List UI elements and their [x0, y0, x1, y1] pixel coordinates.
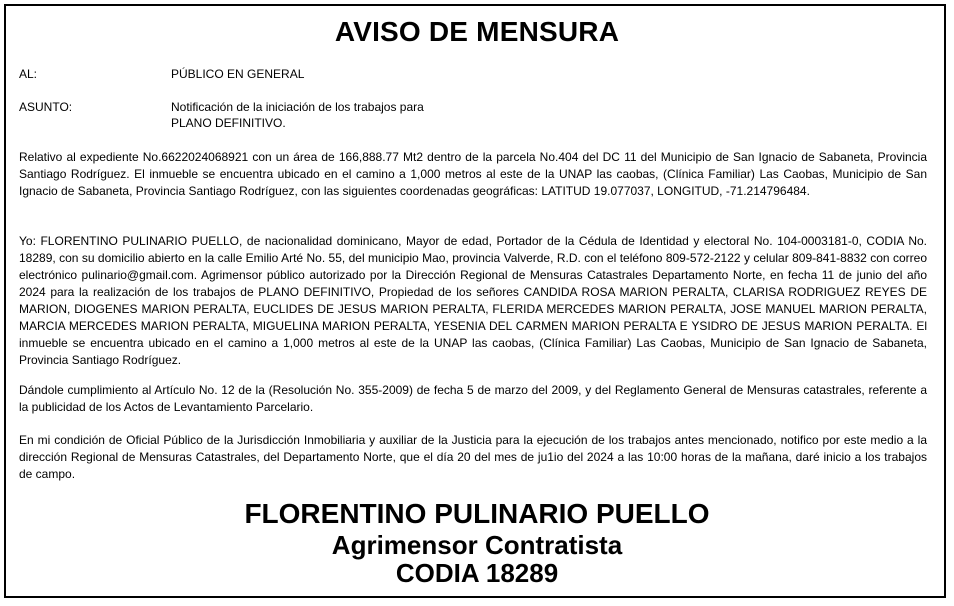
subject-label: ASUNTO:	[19, 100, 73, 114]
paragraph-property-details: Relativo al expediente No.6622024068921 con un área de 166,888.77 Mt2 dentro de la parcela No.404 del DC 11 del Municipio de San Ignacio de Sabaneta, Provincia Santiago Rodríguez. El inmueble se encuentra ubicado en el camino a 1,000 metros al este de la UNAP las caobas, (Clínica Familiar) Las Caobas, Municipio de San Ignacio de Sabaneta, Provincia Santiago Rodríguez, con las siguientes coordenadas geográficas: LATITUD 19.077037, LONGITUD, -71.214796484.	[19, 150, 927, 198]
notice-title: AVISO DE MENSURA	[334, 16, 620, 47]
paragraph-notification: En mi condición de Oficial Público de la Jurisdicción Inmobiliaria y auxiliar de la Justicia para la ejecución de los trabajos antes mencionado, notifico por este medio a la dirección Regional de Mensuras Catastrales, del Departamento Norte, que el día 20 del mes de ju1io del 2024 a las 10:00 horas de la mañana, daré inicio a los trabajos de campo.	[19, 433, 927, 481]
recipient-value: PÚBLICO EN GENERAL	[171, 67, 305, 81]
signature-codia: CODIA 18289	[395, 558, 559, 588]
signature-name: FLORENTINO PULINARIO PUELLO	[244, 498, 710, 529]
signature-role: Agrimensor Contratista	[331, 530, 623, 560]
subject-value: Notificación de la iniciación de los trabajos para PLANO DEFINITIVO.	[171, 100, 424, 130]
recipient-label: AL:	[19, 67, 38, 81]
paragraph-surveyor-identity: Yo: FLORENTINO PULINARIO PUELLO, de nacionalidad dominicano, Mayor de edad, Portador de la Cédula de Identidad y electoral No. 104-0003181-0, CODIA No. 18289, con su domicilio abierto en la calle Emilio Arté No. 55, del municipio Mao, provincia Valverde, R.D. con el teléfono 809-572-2122 y celular 809-841-8832 con correo electrónico pulinario@gmail.com. Agrimensor público autorizado por la Dirección Regional de Mensuras Catastrales Departamento Norte, en fecha 11 de junio del año 2024 para la realización de los trabajos de PLANO DEFINITIVO, Propiedad de los señores CANDIDA ROSA MARION PERALTA, CLARISA RODRIGUEZ REYES DE MARION, DIOGENES MARION PERALTA, EUCLIDES DE JESUS MARION PERALTA, FLERIDA MERCEDES MARION PERALTA, JOSE MANUEL MARION PERALTA, MARCIA MERCEDES MARION PERALTA, MIGUELINA MARION PERALTA, YESENIA DEL CARMEN MARION PERALTA E YSIDRO DE JESUS MARION PERALTA. El inmueble se encuentra ubicado en el camino a 1,000 metros al este de la UNAP las caobas, (Clínica Familiar) Las Caobas, Municipio de San Ignacio de Sabaneta, Provincia Santiago Rodríguez.	[19, 234, 927, 367]
paragraph-legal-basis: Dándole cumplimiento al Artículo No. 12 de la (Resolución No. 355-2009) de fecha 5 de marzo del 2009, y del Reglamento General de Mensuras catastrales, referente a la publicidad de los Actos de Levantamiento Parcelario.	[19, 383, 927, 414]
